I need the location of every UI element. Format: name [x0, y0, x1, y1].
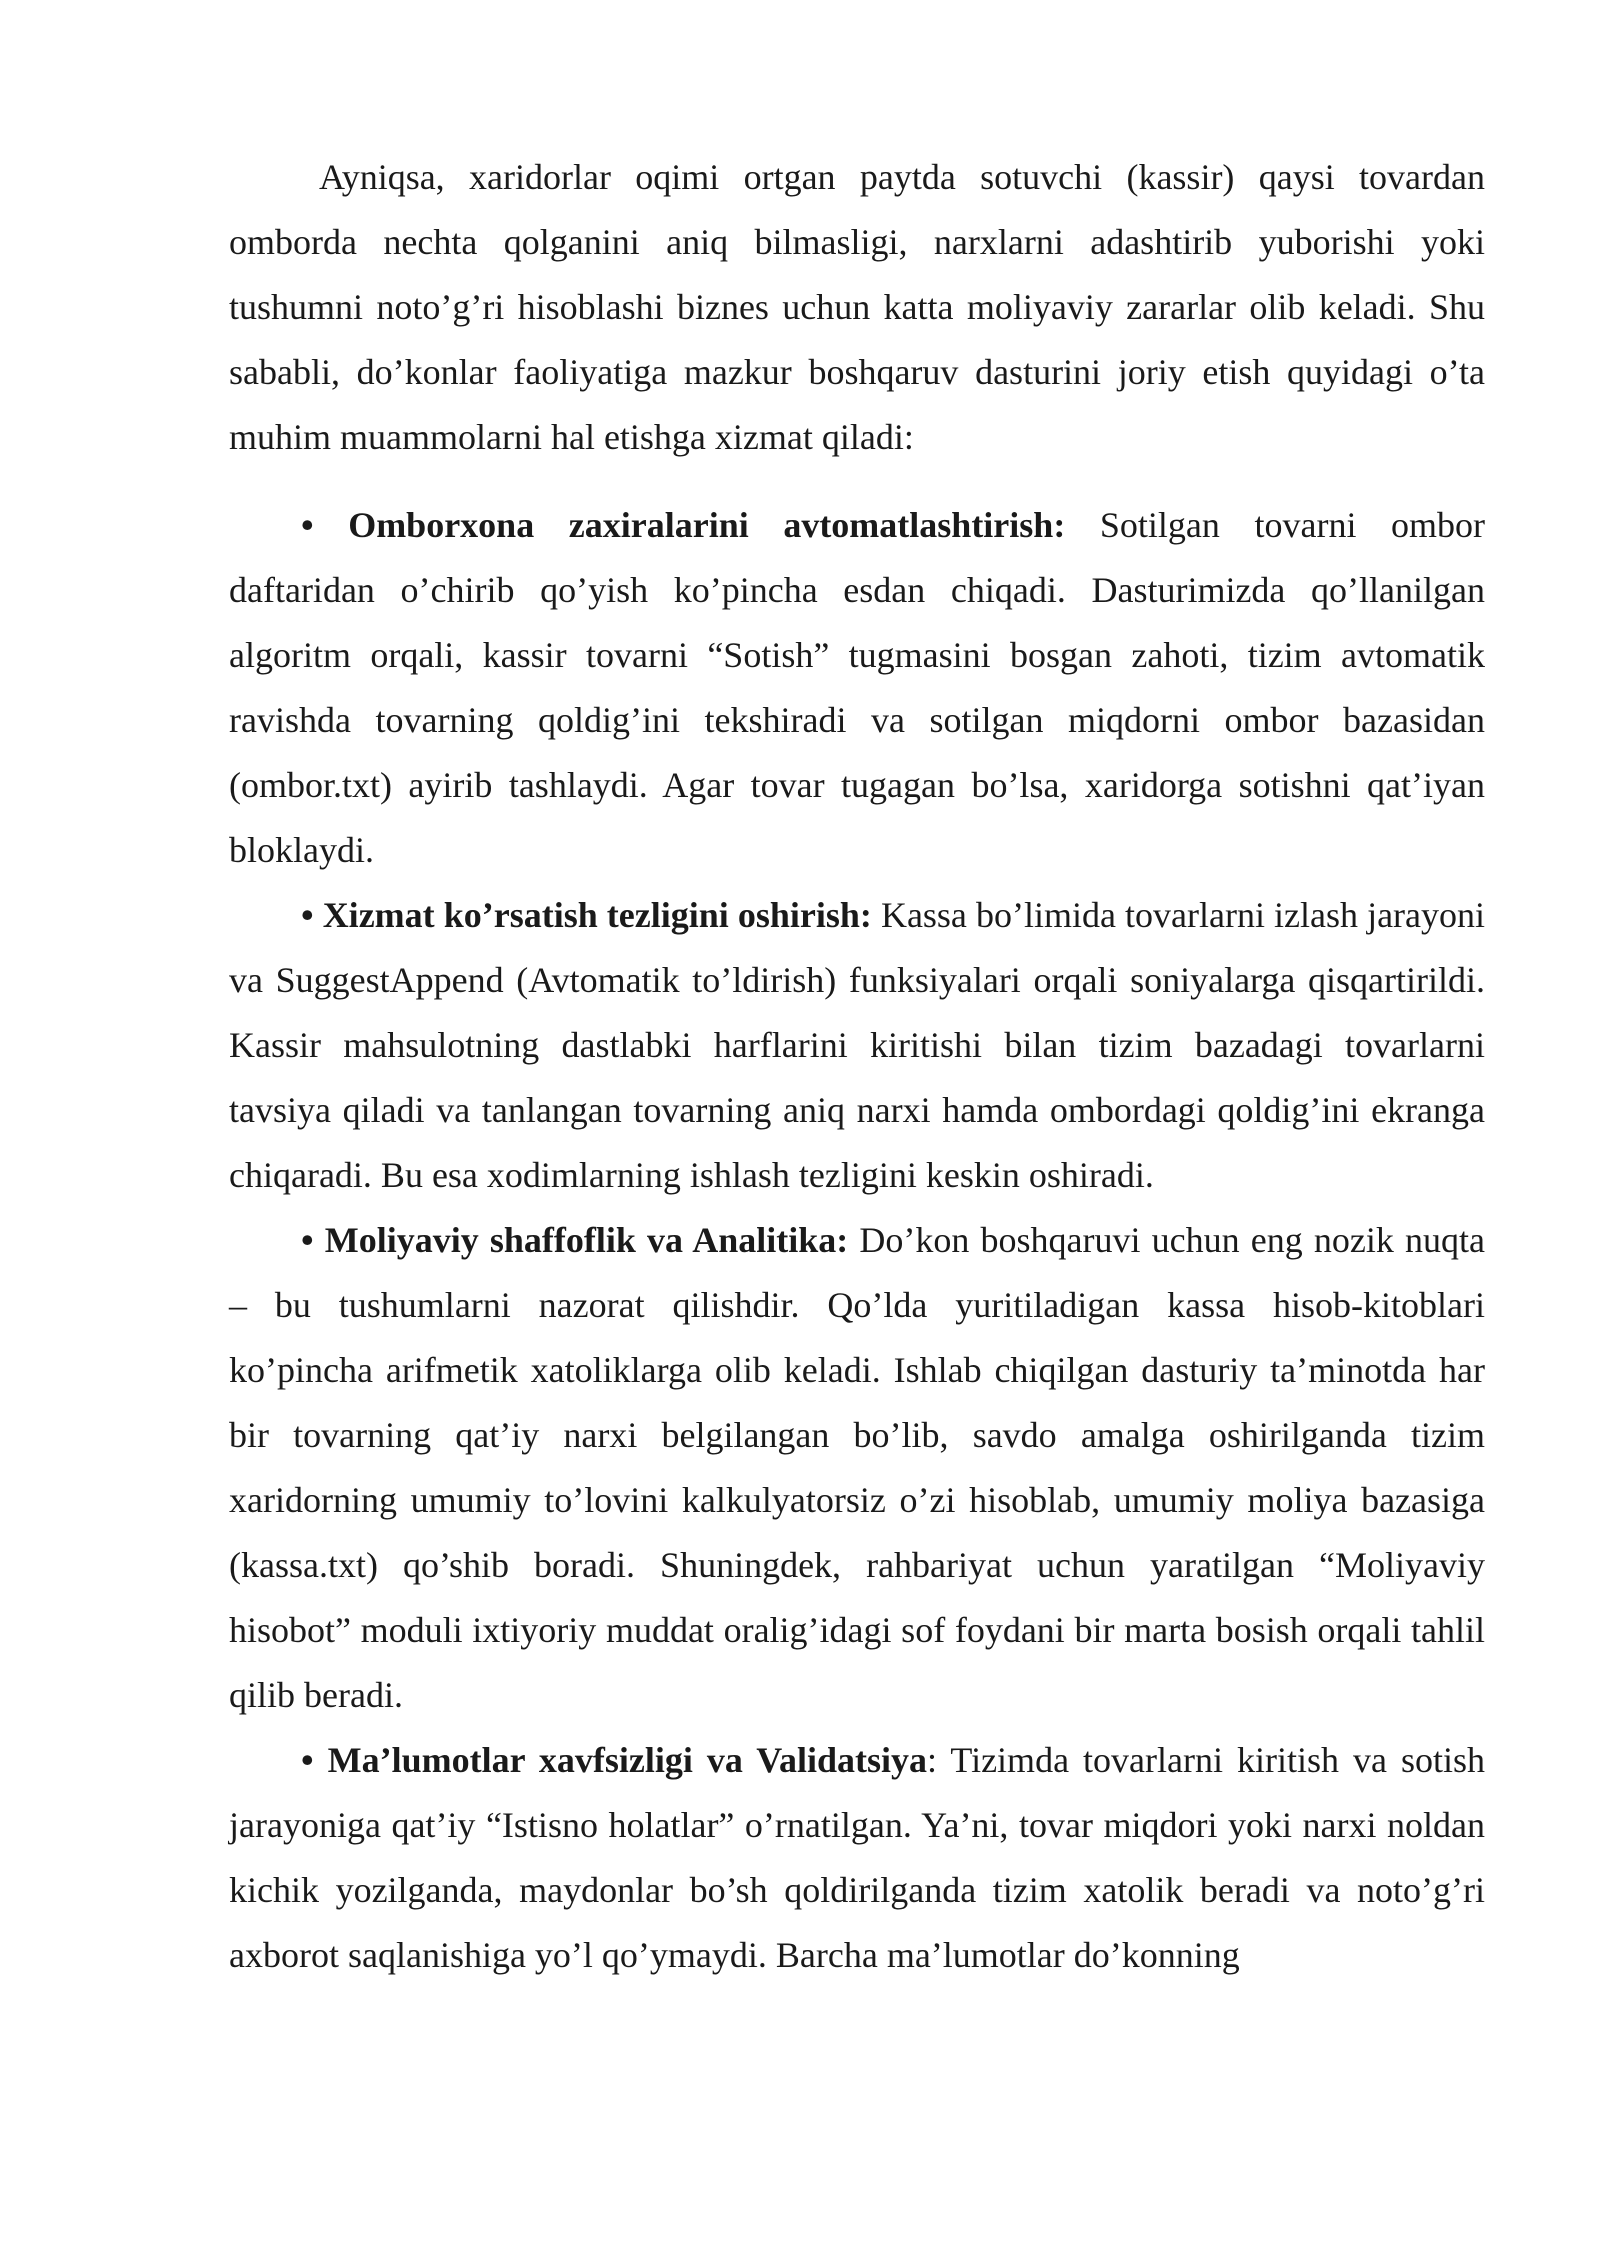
bullet-term: Ma’lumotlar xavfsizligi va Validatsiya [327, 1740, 927, 1780]
bullet-term: Xizmat ko’rsatish tezligini oshirish: [322, 895, 872, 935]
bullet-dot-icon: • [301, 1740, 314, 1780]
bullet-term: Moliyaviy shaffoflik va Analitika: [324, 1220, 849, 1260]
intro-paragraph [229, 145, 1485, 470]
bullet-text: Sotilgan tovarni ombor daftaridan o’chirib qo’yish ko’pincha esdan chiqadi. Dasturimizda qo’llanilgan algoritm orqali, kassir tovarni “Sotish” tugmasini bosgan zahoti, tizim avtomatik ravishda tovarning qoldig’ini tekshiradi va sotilgan miqdorni ombor bazasidan (ombor.txt) ayirib tashlaydi. Agar tovar tugagan bo’lsa, xaridorga sotishni qat’iyan bloklaydi. [229, 505, 1486, 870]
bullet-dot-icon: • [301, 1220, 314, 1260]
bullet-term: Omborxona zaxiralarini avtomatlashtirish: [348, 505, 1066, 545]
bullet-item-data-security [229, 1728, 1485, 1988]
page-content [229, 145, 1485, 1988]
bullet-text: Do’kon boshqaruvi uchun eng nozik nuqta – bu tushumlarni nazorat qilishdir. Qo’lda yuritiladigan kassa hisob-kitoblari ko’pincha arifmetik xatoliklarga olib keladi. Ishlab chiqilgan dasturiy ta’minotda har bir tovarning qat’iy narxi belgilangan bo’lib, savdo amalga oshirilganda tizim xaridorning umumiy to’lovini kalkulyatorsiz o’zi hisoblab, umumiy moliya bazasiga (kassa.txt) qo’shib boradi. Shuningdek, rahbariyat uchun yaratilgan “Moliyaviy hisobot” moduli ixtiyoriy muddat oralig’idagi sof foydani bir marta bosish orqali tahlil qilib beradi. [229, 1220, 1486, 1715]
bullet-text: : Tizimda tovarlarni kiritish va sotish jarayoniga qat’iy “Istisno holatlar” o’rnatilgan. Ya’ni, tovar miqdori yoki narxi noldan kichik yozilganda, maydonlar bo’sh qoldirilganda tizim xatolik beradi va noto’g’ri axborot saqlanishiga yo’l qo’ymaydi. Barcha ma’lumotlar do’konning [229, 1740, 1486, 1975]
bullet-item-financial-transparency [229, 1208, 1485, 1728]
bullet-text: Kassa bo’limida tovarlarni izlash jarayoni va SuggestAppend (Avtomatik to’ldirish) funksiyalari orqali soniyalarga qisqartirildi. Kassir mahsulotning dastlabki harflarini kiritishi bilan tizim bazadagi tovarlarni tavsiya qiladi va tanlangan tovarning aniq narxi hamda ombordagi qoldig’ini ekranga chiqaradi. Bu esa xodimlarning ishlash tezligini keskin oshiradi. [229, 895, 1486, 1195]
intro-text: Ayniqsa, xaridorlar oqimi ortgan paytda sotuvchi (kassir) qaysi tovardan omborda nechta qolganini aniq bilmasligi, narxlarni adashtirib yuborishi yoki tushumni noto’g’ri hisoblashi biznes uchun katta moliyaviy zararlar olib keladi. Shu sababli, do’konlar faoliyatiga mazkur boshqaruv dasturini joriy etish quyidagi o’ta muhim muammolarni hal etishga xizmat qiladi: [229, 157, 1485, 457]
bullet-dot-icon: • [301, 505, 314, 545]
bullet-item-service-speed [229, 883, 1485, 1208]
bullet-item-inventory [229, 493, 1485, 883]
bullet-dot-icon: • [301, 895, 314, 935]
